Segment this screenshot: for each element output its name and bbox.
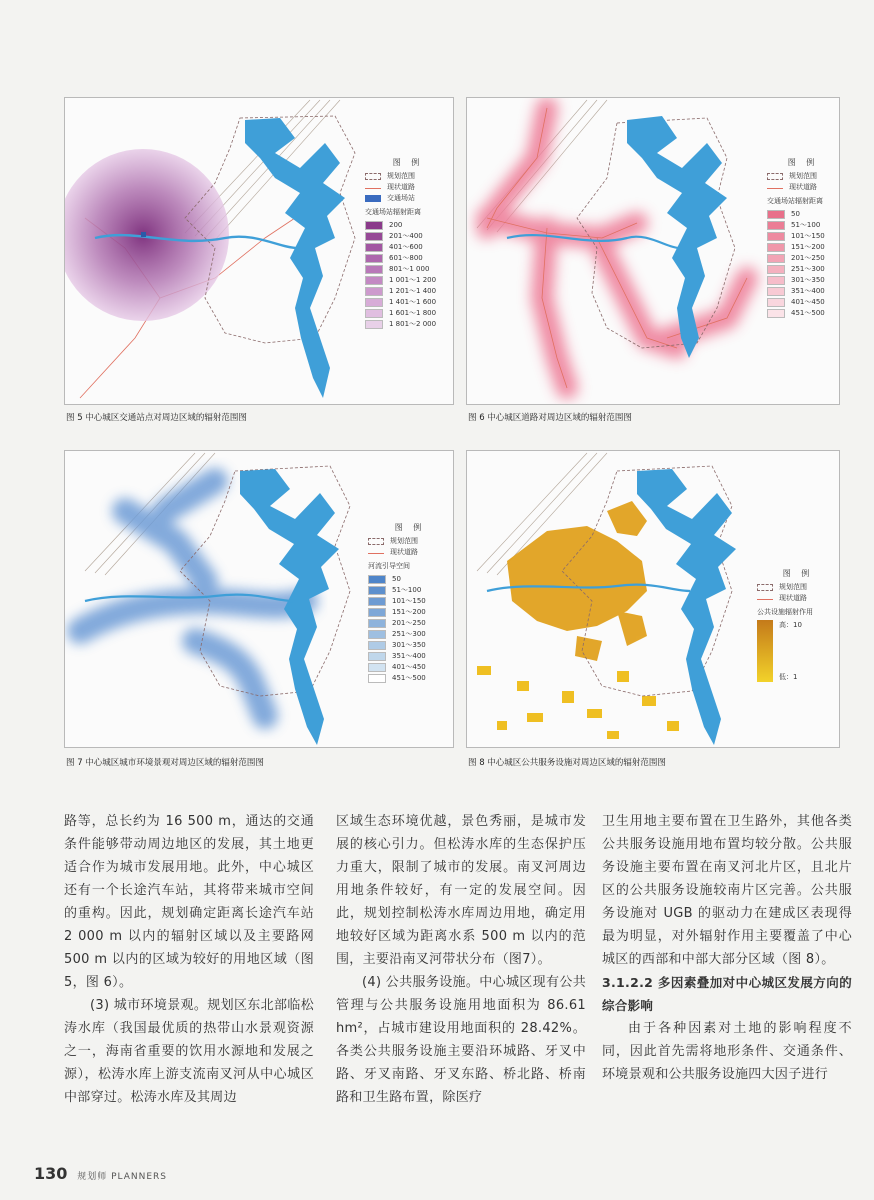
- ramp-label: 801～1 000: [389, 265, 430, 273]
- ramp-swatch: [365, 320, 383, 329]
- service-patch: [562, 691, 574, 703]
- legend-item: [368, 547, 452, 557]
- ramp-label: 1 401～1 600: [389, 298, 437, 306]
- ramp-swatch: [767, 210, 785, 219]
- ramp-label: 101～150: [392, 597, 426, 605]
- ramp-item: [365, 264, 451, 274]
- ramp-swatch: [365, 243, 383, 252]
- gradient-bar: [757, 620, 773, 682]
- ramp-item: [368, 574, 452, 584]
- service-patch: [667, 721, 679, 731]
- ramp-item: [368, 585, 452, 595]
- legend-item: [365, 182, 451, 192]
- ramp-item: [365, 275, 451, 285]
- figure-6-caption: 图 6 中心城区道路对周边区域的辐射范围图: [468, 413, 632, 423]
- text-column-2: [336, 810, 586, 1109]
- figure-8: [466, 450, 840, 748]
- text-column-3: [602, 810, 852, 1086]
- legend-item: [767, 182, 839, 192]
- legend-label: 现状道路: [789, 183, 817, 191]
- figure-7-legend: [368, 523, 452, 684]
- ramp-item: [365, 242, 451, 252]
- figure-8-caption: 图 8 中心城区公共服务设施对周边区域的辐射范围图: [468, 758, 666, 768]
- ramp: [368, 574, 452, 683]
- ramp-item: [368, 618, 452, 628]
- ramp-swatch: [368, 630, 386, 639]
- figure-6-legend: [767, 158, 839, 319]
- ramp-swatch: [365, 276, 383, 285]
- service-patch: [517, 681, 529, 691]
- ramp-label: 451～500: [791, 309, 825, 317]
- section-heading: 3.1.2.2 多因素叠加对中心城区发展方向的综合影响: [602, 975, 852, 1013]
- road-radiation-band: [487, 218, 637, 238]
- ramp-swatch: [365, 232, 383, 241]
- ramp-label: 101～150: [791, 232, 825, 240]
- service-patch: [477, 666, 491, 675]
- legend-item: [365, 193, 451, 203]
- paragraph: (3) 城市环境景观。规划区东北部临松涛水库（我国最优质的热带山水景观资源之一，海南省重要的饮用水源地和发展之源），松涛水库上游支流南叉河从中心城区中部穿过。松涛水库及其周边: [64, 998, 314, 1105]
- ramp-item: [365, 319, 451, 329]
- ramp-swatch: [767, 221, 785, 230]
- ramp-label: 1 801～2 000: [389, 320, 437, 328]
- gradient-high-label: 高：10: [779, 621, 802, 629]
- legend-title: 图 例: [394, 523, 426, 532]
- ramp: [365, 220, 451, 329]
- figure-7: [64, 450, 454, 748]
- legend-label: 规划范围: [789, 172, 817, 180]
- paragraph: 区域生态环境优越，景色秀丽，是城市发展的核心引力。但松涛水库的生态保护压力重大，限制了城市的发展。南叉河周边用地条件较好，有一定的发展空间。因此，规划控制松涛水库周边用地，确定用地较好区域为距离水系 500 m 以内的范围，主要沿南叉河带状分布（图7）。: [336, 814, 586, 967]
- legend-label: 现状道路: [387, 183, 415, 191]
- river-buffer-band: [80, 601, 305, 631]
- legend-title: 图 例: [787, 158, 819, 167]
- ramp-label: 201～250: [392, 619, 426, 627]
- ramp-label: 351～400: [392, 652, 426, 660]
- figure-7-caption: 图 7 中心城区城市环境景观对周边区域的辐射范围图: [66, 758, 264, 768]
- publication-name: 规划师 PLANNERS: [77, 1172, 168, 1182]
- ramp-label: 401～450: [791, 298, 825, 306]
- ramp-swatch: [767, 265, 785, 274]
- ramp-label: 251～300: [791, 265, 825, 273]
- ramp-swatch: [767, 309, 785, 318]
- ramp-swatch: [767, 243, 785, 252]
- ramp-label: 401～600: [389, 243, 423, 251]
- legend-item: [365, 171, 451, 181]
- ramp-swatch: [368, 641, 386, 650]
- ramp-label: 401～450: [392, 663, 426, 671]
- ramp-label: 301～350: [791, 276, 825, 284]
- ramp-label: 201～400: [389, 232, 423, 240]
- ramp-swatch: [767, 276, 785, 285]
- ramp-swatch: [365, 287, 383, 296]
- ramp-item: [767, 231, 839, 241]
- ramp-swatch: [368, 597, 386, 606]
- ramp-item: [368, 640, 452, 650]
- service-patch: [587, 709, 602, 718]
- ramp-swatch: [368, 586, 386, 595]
- legend-item: [368, 536, 452, 546]
- ramp-swatch: [368, 663, 386, 672]
- ramp-swatch: [365, 265, 383, 274]
- legend-item: [757, 582, 839, 592]
- ramp-label: 151～200: [392, 608, 426, 616]
- ramp-item: [368, 651, 452, 661]
- ramp-swatch: [767, 254, 785, 263]
- ramp-label: 351～400: [791, 287, 825, 295]
- ramp-swatch: [368, 652, 386, 661]
- ramp-label: 50: [392, 575, 401, 583]
- page-number: 130: [34, 1164, 68, 1183]
- road-radiation-band: [542, 228, 567, 388]
- ramp-label: 51～100: [791, 221, 821, 229]
- ramp-item: [368, 662, 452, 672]
- legend-title: 图 例: [392, 158, 424, 167]
- ramp-label: 601～800: [389, 254, 423, 262]
- legend-label: 规划范围: [387, 172, 415, 180]
- paragraph: (4) 公共服务设施。中心城区现有公共管理与公共服务设施用地面积为 86.61 hm²，占城市建设用地面积的 28.42%。各类公共服务设施主要沿环城路、牙叉中路、牙叉南路、牙叉东路、桥北路、桥南路和卫生路布置，除医疗: [336, 975, 586, 1105]
- ramp-item: [767, 308, 839, 318]
- paragraph: 路等，总长约为 16 500 m，通达的交通条件能够带动周边地区的发展，其土地更适合作为城市发展用地。此外，中心城区还有一个长途汽车站，其将带来城市空间的重构。因此，规划确定距离长途汽车站 2 000 m 以内的辐射区域以及主要路网 500 m 以内的区域为较好的用地区域（图 5，图 6）。: [64, 814, 314, 990]
- page-footer: [34, 1164, 167, 1183]
- legend-label: 现状道路: [779, 594, 807, 602]
- paragraph: 由于各种因素对土地的影响程度不同，因此首先需将地形条件、交通条件、环境景观和公共服务设施四大因子进行: [602, 1021, 852, 1082]
- service-patch: [607, 731, 619, 739]
- ramp-item: [365, 308, 451, 318]
- service-patch: [527, 713, 543, 722]
- ramp-swatch: [368, 575, 386, 584]
- ramp-item: [767, 297, 839, 307]
- ramp-item: [368, 607, 452, 617]
- legend-title: 图 例: [782, 569, 814, 578]
- ramp-item: [368, 596, 452, 606]
- ramp-item: [365, 297, 451, 307]
- figure-8-legend: [757, 569, 839, 682]
- ramp-item: [767, 264, 839, 274]
- ramp-item: [365, 253, 451, 263]
- ramp-label: 451～500: [392, 674, 426, 682]
- ramp-label: 1 201～1 400: [389, 287, 437, 295]
- ramp-swatch: [767, 232, 785, 241]
- ramp-label: 1 601～1 800: [389, 309, 437, 317]
- ramp: [767, 209, 839, 318]
- ramp-swatch: [365, 254, 383, 263]
- ramp-label: 251～300: [392, 630, 426, 638]
- ramp-label: 301～350: [392, 641, 426, 649]
- ramp-item: [767, 220, 839, 230]
- ramp-title: 交通场站辐射距离: [365, 208, 421, 216]
- ramp-swatch: [365, 309, 383, 318]
- ramp-label: 201～250: [791, 254, 825, 262]
- ramp-swatch: [365, 298, 383, 307]
- ramp-item: [365, 220, 451, 230]
- ramp-swatch: [767, 287, 785, 296]
- river-buffer-band: [195, 641, 265, 716]
- legend-label: 交通场站: [387, 194, 415, 202]
- ramp-label: 50: [791, 210, 800, 218]
- ramp-label: 151～200: [791, 243, 825, 251]
- ramp-item: [767, 242, 839, 252]
- ramp-swatch: [767, 298, 785, 307]
- legend-label: 规划范围: [779, 583, 807, 591]
- river-buffer-band: [165, 481, 215, 511]
- ramp-title: 交通场站辐射距离: [767, 197, 823, 205]
- figure-5-caption: 图 5 中心城区交通站点对周边区域的辐射范围图: [66, 413, 247, 423]
- legend-label: 规划范围: [390, 537, 418, 545]
- figure-5-legend: [365, 158, 451, 330]
- ramp-item: [368, 673, 452, 683]
- legend-item: [767, 171, 839, 181]
- gradient-scale: [757, 620, 839, 682]
- ramp-swatch: [368, 619, 386, 628]
- service-patch: [617, 671, 629, 682]
- ramp-label: 200: [389, 221, 403, 229]
- gradient-low-label: 低：1: [779, 673, 798, 681]
- ramp-title: 公共设施辐射作用: [757, 608, 813, 616]
- service-radiation-area: [575, 636, 602, 661]
- ramp-swatch: [368, 674, 386, 683]
- ramp-label: 51～100: [392, 586, 422, 594]
- figure-6: [466, 97, 840, 405]
- ramp-label: 1 001～1 200: [389, 276, 437, 284]
- service-patch: [497, 721, 507, 730]
- ramp-title: 河流引导空间: [368, 562, 410, 570]
- ramp-item: [365, 286, 451, 296]
- ramp-item: [368, 629, 452, 639]
- ramp-item: [767, 253, 839, 263]
- service-radiation-area: [617, 611, 647, 646]
- ramp-item: [365, 231, 451, 241]
- ramp-item: [767, 286, 839, 296]
- service-radiation-area: [607, 501, 647, 536]
- legend-label: 现状道路: [390, 548, 418, 556]
- ramp-swatch: [368, 608, 386, 617]
- service-patch: [642, 696, 656, 706]
- ramp-item: [767, 275, 839, 285]
- reservoir-water: [245, 118, 345, 398]
- text-column-1: [64, 810, 314, 1109]
- station-radiation-circle: [65, 149, 229, 321]
- ramp-item: [767, 209, 839, 219]
- paragraph: 卫生用地主要布置在卫生路外，其他各类公共服务设施用地布置均较分散。公共服务设施主要布置在南叉河北片区，且北片区的公共服务设施较南片区完善。公共服务设施对 UGB 的驱动力在建成区表现得最为明显，对外辐射作用主要覆盖了中心城区的西部和中部大部分区域（图 8）。: [602, 814, 852, 967]
- legend-item: [757, 593, 839, 603]
- ramp-swatch: [365, 221, 383, 230]
- figure-5: [64, 97, 454, 405]
